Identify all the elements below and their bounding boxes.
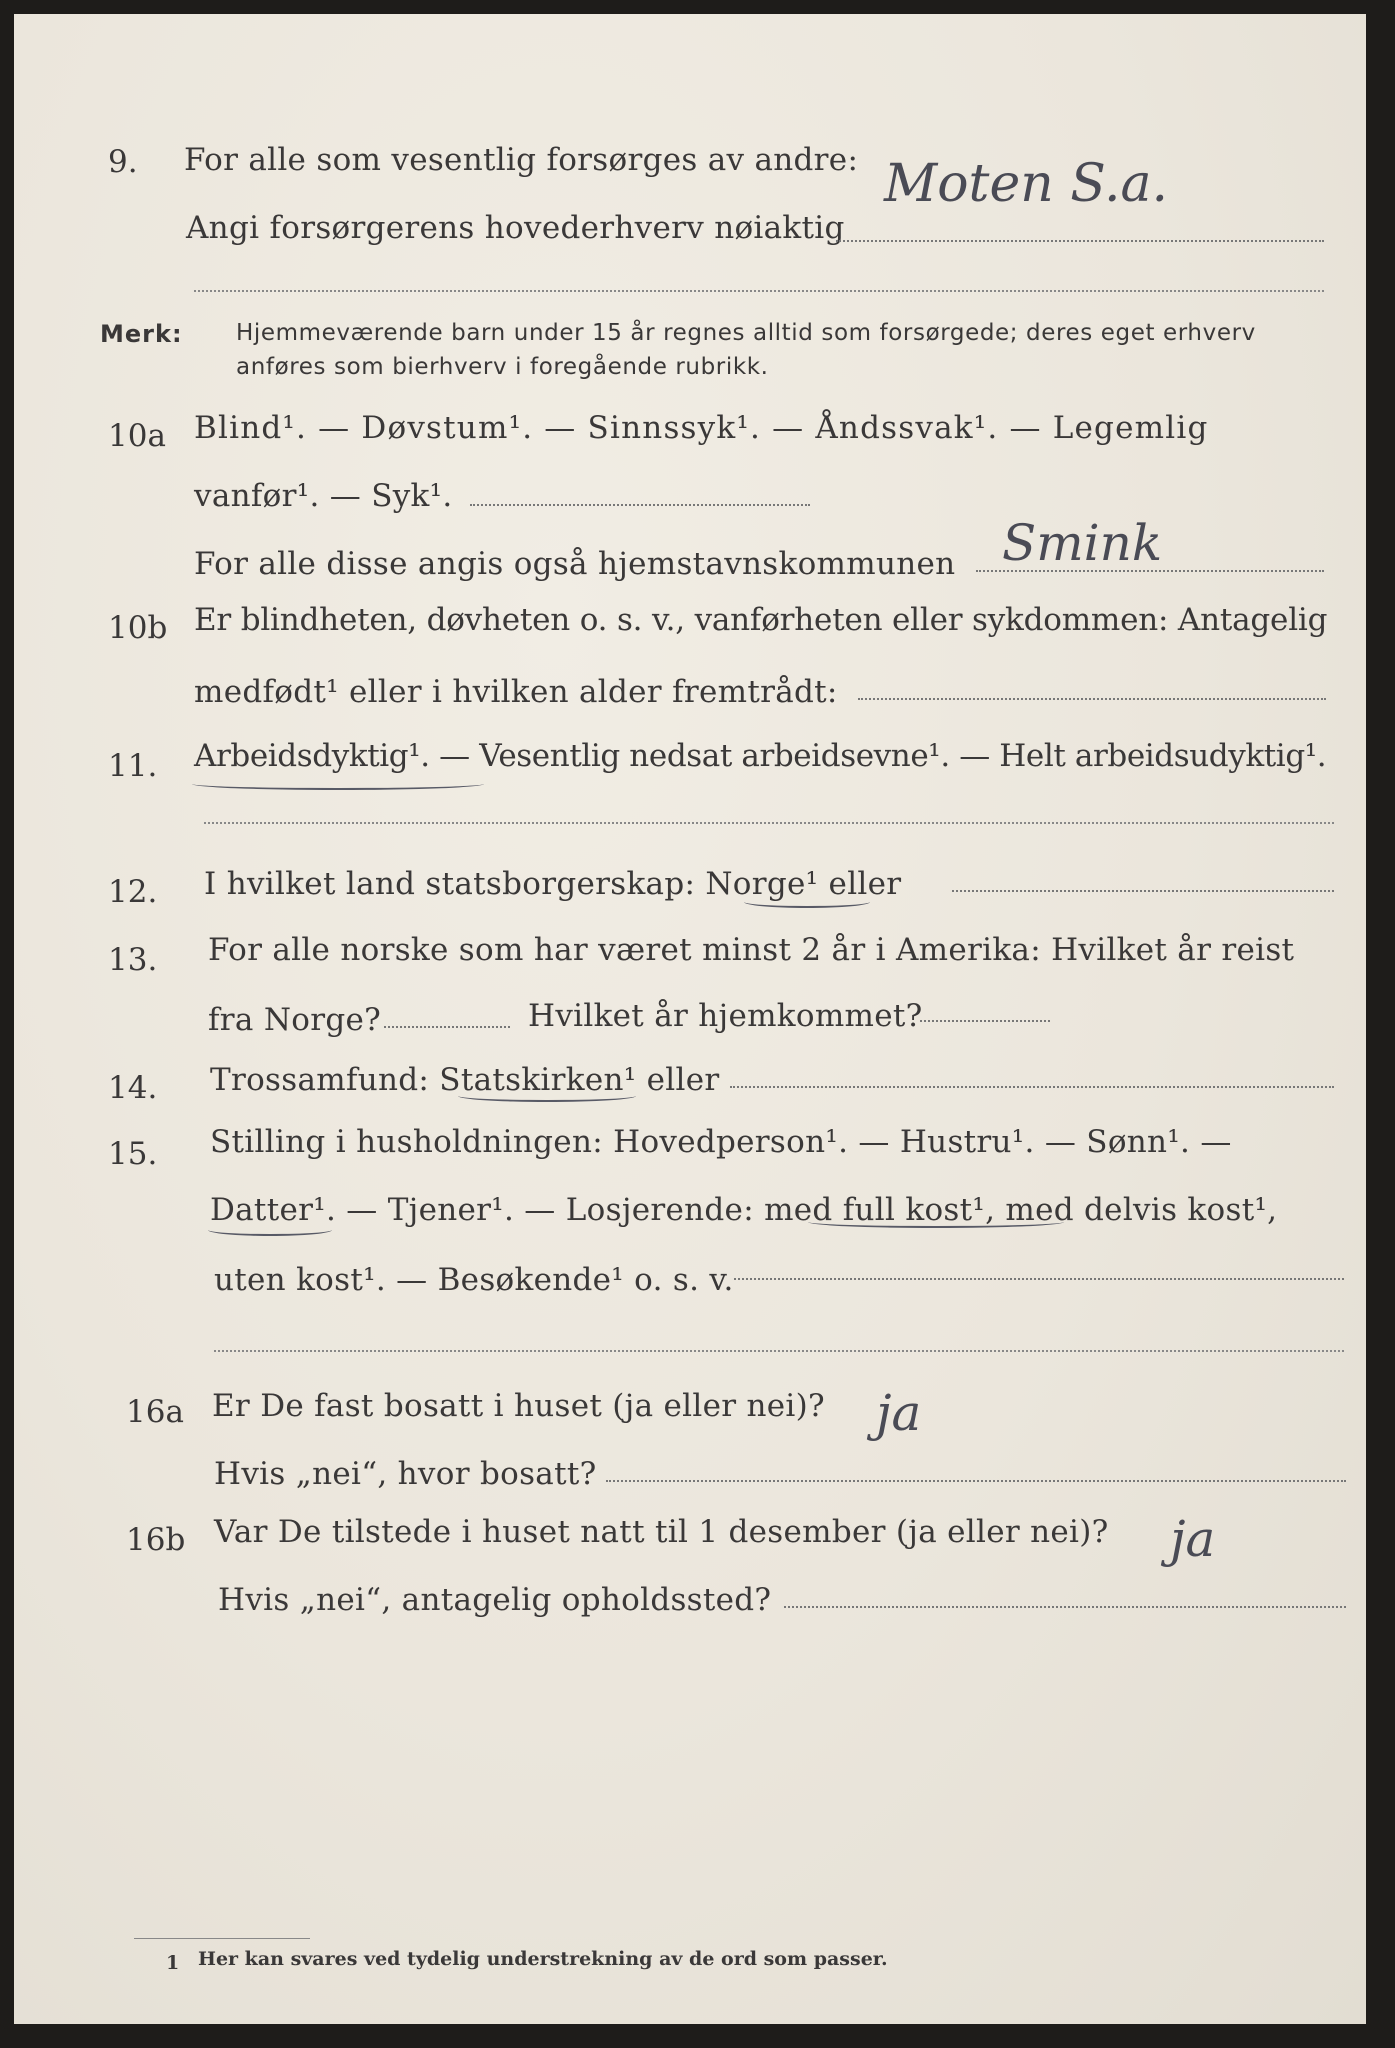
q10a-line2: vanfør¹. — Syk¹. — [194, 478, 453, 514]
item-number-13: 13. — [108, 942, 158, 978]
note-label: Merk: — [100, 320, 183, 348]
q10a-answer-line — [470, 504, 810, 506]
q9-continuation-line — [194, 290, 1324, 292]
item-number-11: 11. — [108, 748, 158, 784]
census-form-page — [14, 14, 1366, 2024]
q9-handwritten-answer: Moten S.a. — [884, 154, 1169, 214]
q16b-handwritten-answer: ja — [1170, 1510, 1216, 1568]
item-number-10a: 10a — [108, 418, 166, 454]
q15-line2: Datter¹. — Tjener¹. — Losjerende: med full kost¹, med delvis kost¹, — [210, 1192, 1278, 1228]
q13-line2a: fra Norge? — [208, 1002, 382, 1038]
item-number-12: 12. — [108, 874, 158, 910]
q12-answer-line — [952, 890, 1334, 892]
q10b-answer-line — [858, 698, 1326, 700]
item-number-16b: 16b — [126, 1522, 186, 1558]
q11-handwritten-underline — [192, 778, 484, 790]
q10a-municipality-line — [976, 570, 1324, 572]
q10b-line1: Er blindheten, døvheten o. s. v., vanførheten eller sykdommen: Antagelig — [194, 602, 1328, 638]
q11-continuation-line — [204, 822, 1334, 824]
q16a-answer-line — [606, 1480, 1346, 1482]
q9-line1: For alle som vesentlig forsørges av andre: — [184, 142, 859, 178]
item-number-16a: 16a — [126, 1394, 184, 1430]
q14-line1: Trossamfund: Statskirken¹ eller — [210, 1062, 720, 1098]
q9-line2: Angi forsørgerens hovederhverv nøiaktig — [186, 210, 845, 246]
q9-answer-line — [836, 240, 1324, 242]
q11-line1: Arbeidsdyktig¹. — Vesentlig nedsat arbeidsevne¹. — Helt arbeidsudyktig¹. — [194, 738, 1327, 774]
footnote-rule — [134, 1938, 310, 1939]
item-number-15: 15. — [108, 1136, 158, 1172]
item-number-14: 14. — [108, 1070, 158, 1106]
q16a-handwritten-answer: ja — [876, 1384, 922, 1442]
q13-line2b: Hvilket år hjemkommet? — [528, 998, 923, 1034]
q14-answer-line — [730, 1086, 1334, 1088]
item-number-10b: 10b — [108, 610, 168, 646]
q13-right-answer-line — [920, 1020, 1050, 1022]
q16b-line2: Hvis „nei“, antagelig opholdssted? — [218, 1582, 772, 1618]
q13-line1: For alle norske som har været minst 2 år i Amerika: Hvilket år reist — [208, 932, 1295, 968]
q14-handwritten-underline — [458, 1090, 636, 1102]
footnote-marker: 1 — [166, 1952, 180, 1974]
note-line1: Hjemmeværende barn under 15 år regnes alltid som forsørgede; deres eget erhverv — [236, 320, 1256, 346]
q13-left-answer-line — [384, 1026, 510, 1028]
q10a-line1: Blind¹. — Døvstum¹. — Sinnssyk¹. — Åndssvak¹. — Legemlig — [194, 410, 1209, 446]
q16a-line1: Er De fast bosatt i huset (ja eller nei)? — [212, 1388, 825, 1424]
q10b-line2: medfødt¹ eller i hvilken alder fremtrådt: — [194, 674, 838, 710]
q15-answer-line — [734, 1278, 1344, 1280]
q16b-line1: Var De tilstede i huset natt til 1 desember (ja eller nei)? — [214, 1514, 1109, 1550]
q15-full-kost-underline — [808, 1216, 1064, 1228]
q15-continuation-line — [214, 1350, 1344, 1352]
q12-line1: I hvilket land statsborgerskap: Norge¹ eller — [204, 866, 902, 902]
q12-handwritten-underline — [744, 896, 870, 908]
footnote-text: Her kan svares ved tydelig understrekning av de ord som passer. — [198, 1948, 888, 1970]
q10a-handwritten-answer: Smink — [1002, 514, 1163, 572]
note-line2: anføres som bierhverv i foregående rubrikk. — [236, 354, 769, 380]
q10a-line3: For alle disse angis også hjemstavnskommunen — [194, 546, 956, 582]
q15-line1: Stilling i husholdningen: Hovedperson¹. — Hustru¹. — Sønn¹. — — [210, 1124, 1232, 1160]
q16b-answer-line — [784, 1606, 1346, 1608]
q16a-line2: Hvis „nei“, hvor bosatt? — [214, 1456, 597, 1492]
q15-line3: uten kost¹. — Besøkende¹ o. s. v. — [214, 1262, 734, 1298]
item-number-9: 9. — [108, 144, 138, 180]
q15-datter-underline — [208, 1224, 332, 1236]
